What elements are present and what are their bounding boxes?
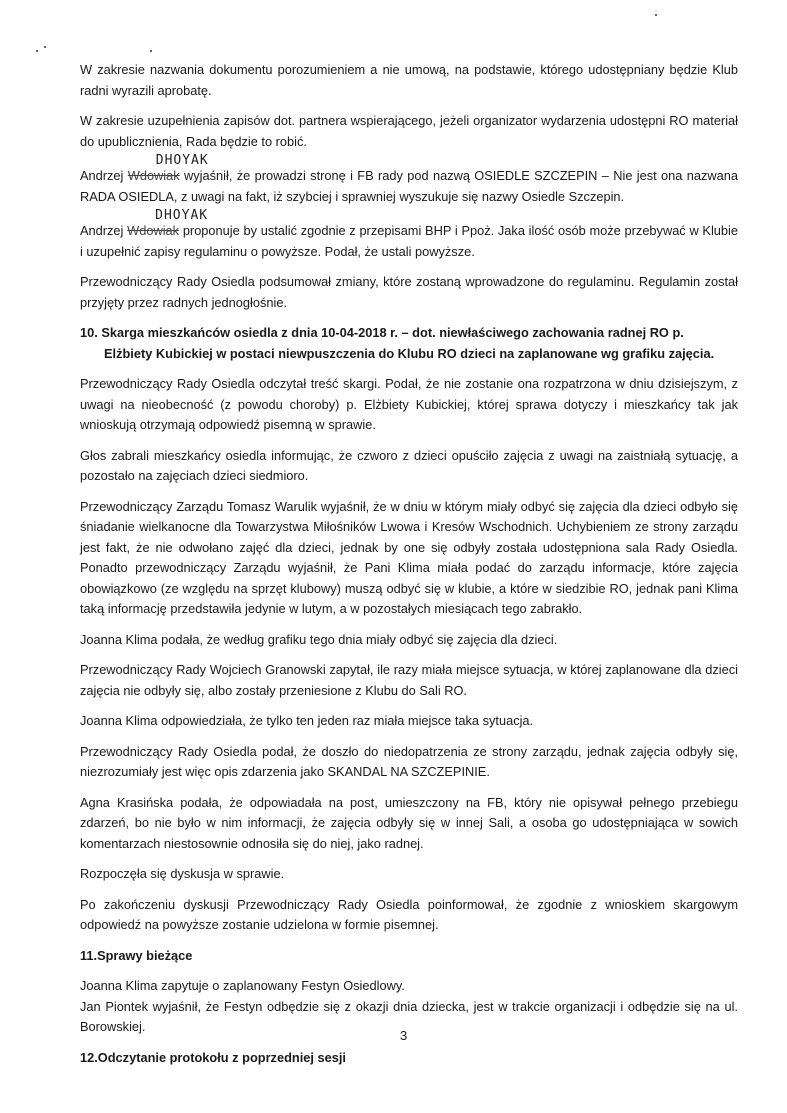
heading-line-1: 10. Skarga mieszkańców osiedla z dnia 10-04-2018 r. – dot. niewłaściwego zachowania radnej RO p.	[80, 325, 684, 340]
document-body	[80, 60, 738, 1078]
handwritten-correction: DHOYAK	[155, 153, 209, 168]
paragraph-board-explanation: Przewodniczący Zarządu Tomasz Warulik wyjaśnił, że w dniu w którym miały odbyć się zajęcia dla dzieci odbyło się śniadanie wielkanocne dla Towarzystwa Miłośników Lwowa i Kresów Wschodnich. Uchybieniem ze strony zarządu jest fakt, że nie odwołano zajęć dla dzieci, jednak by one się odbyły została udostępniona sala Rady Osiedla. Ponadto przewodniczący Zarządu wyjaśnił, że Pani Klima miała podać do zarządu informacje, które zajęcia obowiązkowo (ze względu na sprzęt klubowy) muszą odbyć się w klubie, a które w siedzibie RO, jednak pani Klima taką informację przedstawiła jedynie w lutym, a w pozostałych miesiącach tego zabrakło.	[80, 498, 738, 616]
paragraph-granowski-question: Przewodniczący Rady Wojciech Granowski zapytał, ile razy miała miejsce sytuacja, w której zaplanowane dla dzieci zajęcia nie odbyły się, albo zostały przeniesione z Klubu do Sali RO.	[80, 662, 738, 698]
handwritten-correction: DHOYAK	[155, 208, 209, 223]
paragraph-regulations-adopted: Przewodniczący Rady Osiedla podsumował zmiany, które zostaną wprowadzone do regulaminu. Regulamin został przyjęty przez radnych jednogłośnie.	[80, 274, 738, 310]
paragraph-written-reply: Po zakończeniu dyskusji Przewodniczący Rady Osiedla poinformował, że zgodnie z wnioskiem skargowym odpowiedź na powyższe zostanie udzielona w formie pisemnej.	[80, 896, 738, 932]
page-number: 3	[400, 1028, 408, 1043]
redacted-surname	[127, 153, 209, 187]
paragraph-klima-schedule: Joanna Klima podała, że według grafiku tego dnia miały odbyć się zajęcia dla dzieci.	[80, 631, 558, 647]
redacted-surname	[127, 208, 209, 242]
struck-surname: Wdowiak	[127, 168, 180, 183]
paragraph-text: wyjaśnił, że prowadzi stronę i FB rady pod nazwą OSIEDLE SZCZEPIN – Nie jest ona nazwana RADA OSIEDLA, z uwagi na fakt, iż szybciej i sprawniej wyszukuje się nazwy Osiedle Szczepin.	[80, 168, 738, 204]
section-heading-10	[80, 323, 738, 364]
section-heading-12: 12.Odczytanie protokołu z poprzedniej sesji	[80, 1049, 346, 1065]
paragraph-klima-answer: Joanna Klima odpowiedziała, że tylko ten jeden raz miała miejsce taka sytuacja.	[80, 713, 534, 728]
struck-surname: Wdowiak	[127, 223, 180, 238]
heading-line-2: Elżbiety Kubickiej w postaci niewpuszczenia do Klubu RO dzieci na zaplanowane wg grafiku zajęcia.	[104, 345, 715, 361]
scan-speck	[44, 46, 46, 48]
paragraph-fb-page	[80, 153, 738, 207]
paragraph-festyn-question: Joanna Klima zapytuje o zaplanowany Festyn Osiedlowy.	[80, 978, 405, 993]
person-first-name: Andrzej	[80, 223, 124, 238]
scan-speck	[655, 14, 657, 16]
paragraph-text: proponuje by ustalić zgodnie z przepisami BHP i Ppoż. Jaka ilość osób może przebywać w Klubie i uzupełnić zapisy regulaminu o powyższe. Podał, że ustali powyższe.	[80, 223, 738, 259]
scan-speck	[36, 50, 38, 52]
paragraph-oversight: Przewodniczący Rady Osiedla podał, że doszło do niedopatrzenia ze strony zarządu, jednak zajęcia odbyły się, niezrozumiały jest więc opis zdarzenia jako SKANDAL NA SZCZEPINIE.	[80, 743, 738, 779]
paragraph-krasinska: Agna Krasińska podała, że odpowiadała na post, umieszczony na FB, który nie opisywał pełnego przebiegu zdarzeń, bo nie było w nim informacji, że zajęcia odbyły się w innej Sali, a osoba go udostępniająca w sowich komentarzach niestosownie odnosiła się do niej, jako radnej.	[80, 794, 738, 851]
person-first-name: Andrzej	[80, 168, 124, 183]
paragraph-festyn-answer: Jan Piontek wyjaśnił, że Festyn odbędzie się z okazji dnia dziecka, jest w trakcie organizacji i odbędzie się na ul. Borowskiej.	[80, 998, 738, 1034]
paragraph-partner-records: W zakresie uzupełnienia zapisów dot. partnera wspierającego, jeżeli organizator wydarzenia udostępni RO materiał do upublicznienia, Rada będzie to robić.	[80, 113, 738, 149]
paragraph-bhp-rules	[80, 208, 738, 262]
paragraph-residents-voice: Głos zabrali mieszkańcy osiedla informując, że czworo z dzieci opuściło zajęcia z uwagi na zaistniałą sytuację, a pozostało na zajęciach dzieci siedmioro.	[80, 447, 738, 483]
paragraph-discussion: Rozpoczęła się dyskusja w sprawie.	[80, 866, 285, 881]
paragraph-agreement-naming: W zakresie nazwania dokumentu porozumieniem a nie umową, na podstawie, którego udostępniany będzie Klub radni wyrazili aprobatę.	[80, 62, 738, 98]
paragraph-complaint-read: Przewodniczący Rady Osiedla odczytał treść skargi. Podał, że nie zostanie ona rozpatrzona w dniu dzisiejszym, z uwagi na nieobecność (z powodu choroby) p. Elżbiety Kubickiej, której sprawa dotyczy i mieszkańcy tak jak wnioskują otrzymają odpowiedź pisemną w sprawie.	[80, 376, 738, 432]
section-heading-11: 11.Sprawy bieżące	[80, 947, 193, 963]
scan-speck	[150, 50, 152, 52]
